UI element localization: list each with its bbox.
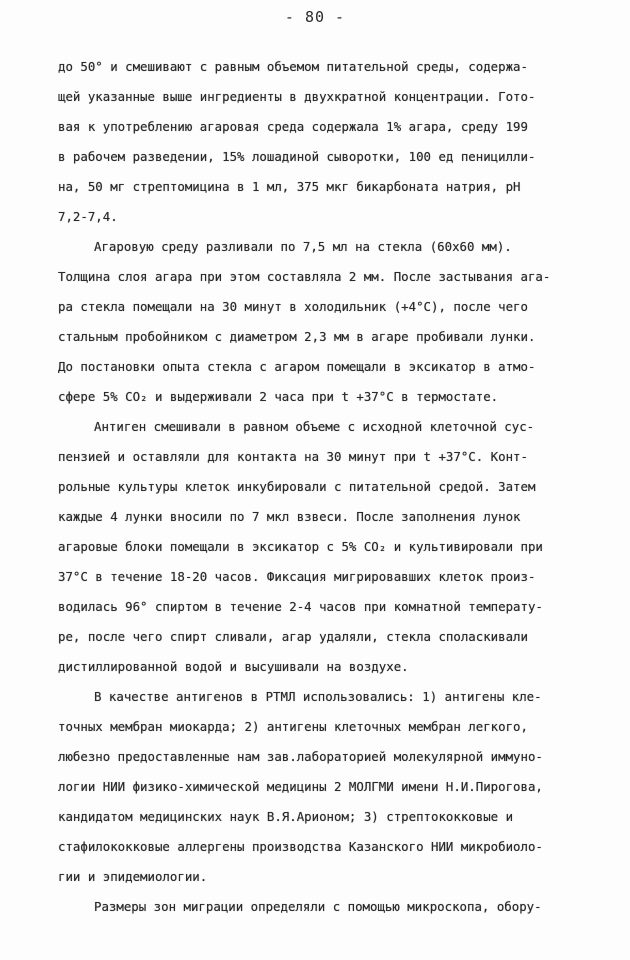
text-line: на, 50 мг стрептомицина в 1 мл, 375 мкг бикарбоната натрия, pH xyxy=(58,179,521,194)
text-line: гии и эпидемиологии. xyxy=(58,869,208,884)
text-line: дистиллированной водой и высушивали на воздухе. xyxy=(58,659,409,674)
text-line: рольные культуры клеток инкубировали с питательной средой. Затем xyxy=(58,479,536,494)
text-line: стафилококковые аллергены производства Казанского НИИ микробиоло- xyxy=(58,839,543,854)
text-line: 7,2-7,4. xyxy=(58,209,118,224)
text-line: любезно предоставленные нам зав.лабораторией молекулярной иммуно- xyxy=(58,749,543,764)
text-line: Размеры зон миграции определяли с помощью микроскопа, обору- xyxy=(94,899,542,914)
text-line: вая к употреблению агаровая среда содержала 1% агара, среду 199 xyxy=(58,119,528,134)
text-line: водилась 96° спиртом в течение 2-4 часов при комнатной температу- xyxy=(58,599,543,614)
text-line: Антиген смешивали в равном объеме с исходной клеточной сус- xyxy=(94,419,535,434)
text-line: до 50° и смешивают с равным объемом питательной среды, содержа- xyxy=(58,59,528,74)
text-line: 37°C в течение 18-20 часов. Фиксация мигрировавших клеток произ- xyxy=(58,569,536,584)
text-line: каждые 4 лунки вносили по 7 мкл взвеси. После заполнения лунок xyxy=(58,509,521,524)
text-line: сфере 5% CO₂ и выдерживали 2 часа при t +37°C в термостате. xyxy=(58,389,499,404)
text-line: ре, после чего спирт сливали, агар удаляли, стекла споласкивали xyxy=(58,629,528,644)
text-line: логии НИИ физико-химической медицины 2 МОЛГМИ имени Н.И.Пирогова, xyxy=(58,779,543,794)
text-line: Толщина слоя агара при этом составляла 2 мм. После застывания ага- xyxy=(58,269,551,284)
page-number: - 80 - xyxy=(284,8,346,26)
body-text xyxy=(58,52,598,922)
text-line: в рабочем разведении, 15% лошадиной сыворотки, 100 ед пеницилли- xyxy=(58,149,536,164)
text-line: В качестве антигенов в РТМЛ использовались: 1) антигены кле- xyxy=(94,689,542,704)
text-line: агаровые блоки помещали в эксикатор с 5% CO₂ и культивировали при xyxy=(58,539,543,554)
text-line: щей указанные выше ингредиенты в двухкратной концентрации. Гото- xyxy=(58,89,536,104)
text-line: ра стекла помещали на 30 минут в холодильник (+4°C), после чего xyxy=(58,299,528,314)
text-line: стальным пробойником с диаметром 2,3 мм в агаре пробивали лунки. xyxy=(58,329,536,344)
text-line: Агаровую среду разливали по 7,5 мл на стекла (60x60 мм). xyxy=(94,239,512,254)
text-line: кандидатом медицинских наук В.Я.Арионом; 3) стрептококковые и xyxy=(58,809,514,824)
text-line: До постановки опыта стекла с агаром помещали в эксикатор в атмо- xyxy=(58,359,536,374)
text-line: точных мембран миокарда; 2) антигены клеточных мембран легкого, xyxy=(58,719,528,734)
text-line: пензией и оставляли для контакта на 30 минут при t +37°C. Конт- xyxy=(58,449,528,464)
